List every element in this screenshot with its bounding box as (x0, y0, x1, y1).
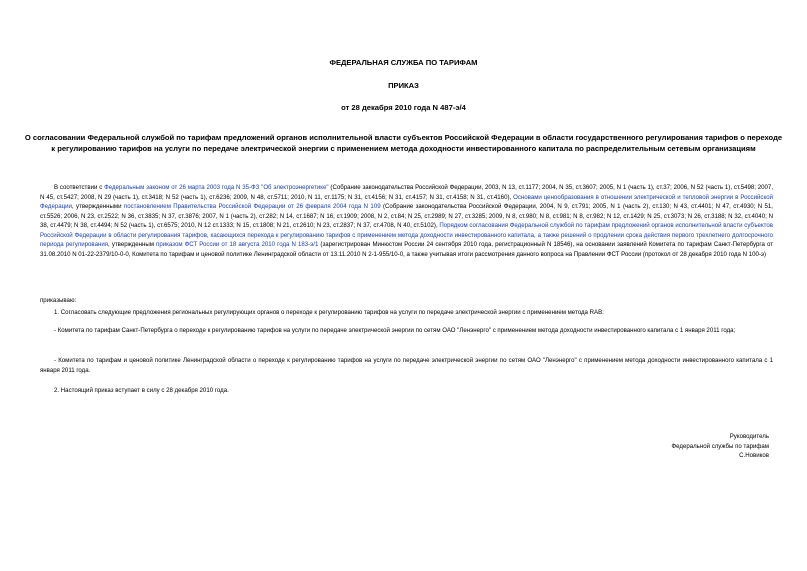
order-word: приказываю: (40, 297, 77, 304)
order-item-1: 1. Согласовать следующие предложения региональных регулирующих органов о переходе к регулированию тарифов на услуги по передаче электрической энергии с применением метода RAB: (54, 309, 604, 316)
signature-position: Руководитель (729, 433, 769, 440)
preamble-text-5: , утвержденным (108, 241, 157, 249)
document-title: О согласовании Федеральной службой по тарифам предложений органов исполнительной власти субъектов Российской Федерации в области государственного регулирования тарифов о переходе к регулированию тарифов на услуги по передаче электрической энергии с применением метода доходности инвестированного капитала по распределительным сетевым организациям (24, 133, 783, 153)
order-subitem-spb: - Комитета по тарифам Санкт-Петербурга о переходе к регулированию тарифов на услуги по передаче электрической энергии по сетям ОАО "Ленэнерго" с применением метода доходности инвестированного капитала с 1 января 2011 года; (54, 327, 736, 334)
signature-organization: Федеральной службы по тарифам (671, 442, 769, 450)
preamble-text-6: (зарегистрирован Минюстом России 24 сентября 2010 года, регистрационный N 18546), на основании заявлений Комитета по тарифам Санкт-Петербурга от 31.08.2010 N 01-22-2379/10-0-0, Комитета по тарифам и ценовой политике Ленинградской области от 13.11.2010 N 2-1-955/10-0, а также учитывая итоги рассмотрения данного вопроса на Правлении ФСТ России (протокол от 28 декабря 2010 года N 100-э) (40, 241, 774, 258)
preamble-text-1: В соответствии с (54, 184, 105, 191)
document-type-heading: ПРИКАЗ (388, 81, 419, 90)
preamble-text-2: (Собрание законодательства Российской Федерации, 2003, N 13, ст.1177; 2004, N 35, ст.3607; 2005, N 1 (часть 1), ст.37; 2006, N 52 (часть 1), ст.5498; 2007, N 45, ст.5427; 2008, N 29 (часть 1), ст.3418; N 52 (часть 1), ст.6236; 2009, N 48, ст.5711; 2010, N 11, ст.1175; N 31, ст.4156; N 31, ст.4157; N 31, ст.4158; N 31, ст.4160), (40, 184, 774, 201)
signature-name: С.Новиков (739, 452, 769, 460)
preamble-text-3: , утвержденными (71, 203, 124, 211)
pricing-basics-link[interactable]: Основами ценообразования в отношении электрической и тепловой энергии в Российской Федерации (40, 193, 773, 211)
federal-law-link[interactable]: Федеральным законом от 26 марта 2003 года N 35-ФЗ "Об электроэнергетике" (104, 184, 329, 191)
approval-procedure-link[interactable]: Порядком согласования Федеральной службой по тарифам предложений органов исполнительной власти субъектов Российской Федерации в области регулирования тарифов, касающихся перехода к регулированию тарифов с применением метода доходности инвестированного капитала, а также решений о продлении срока действия первого трехлетнего долгосрочного периода регулирования (40, 222, 773, 249)
order-item-2: 2. Настоящий приказ вступает в силу с 28 декабря 2010 года. (54, 387, 229, 394)
fst-order-link[interactable]: приказом ФСТ России от 18 августа 2010 года N 183-э/1 (156, 241, 319, 249)
signature-block (672, 432, 770, 461)
preamble-paragraph (40, 183, 773, 259)
agency-heading: ФЕДЕРАЛЬНАЯ СЛУЖБА ПО ТАРИФАМ (329, 58, 478, 67)
order-subitem-lenoblast: - Комитета по тарифам и ценовой политике Ленинградской области о переходе к регулированию тарифов на услуги по передаче электрической энергии по сетям ОАО "Ленэнерго" с применением метода доходности инвестированного капитала с 1 января 2011 года. (40, 357, 773, 374)
government-decree-link[interactable]: постановлением Правительства Российской Федерации от 26 февраля 2004 года N 109 (123, 203, 381, 211)
document-date-heading: от 28 декабря 2010 года N 487-э/4 (341, 103, 466, 112)
preamble-text-4: (Собрание законодательства Российской Федерации, 2004, N 9, ст.791; 2005, N 1 (часть 2), ст.130; N 43, ст.4401; N 47, ст.4930; N 51, ст.5526; 2006, N 23, ст.2522; N 36, ст.3835; N 37, ст.3876; 2007, N 1 (часть 2), ст.282; N 14, ст.1687; N 16, ст.1909; 2008, N 2, ст.84; N 25, ст.2989; N 27, ст.3285; 2009, N 8, ст.980; N 8, ст.981; N 8, ст.982; N 12, ст.1429; N 25, ст.3073; N 26, ст.3188; N 32, ст.4040; N 38, ст.4479; N 38, ст.4494; N 52 (часть 1), ст.6575; 2010, N 12 ст.1333; N 15, ст.1808; N 21, ст.2610; N 23, ст.2837; N 37, ст.4708, N 40, ст.5102), (40, 203, 773, 230)
